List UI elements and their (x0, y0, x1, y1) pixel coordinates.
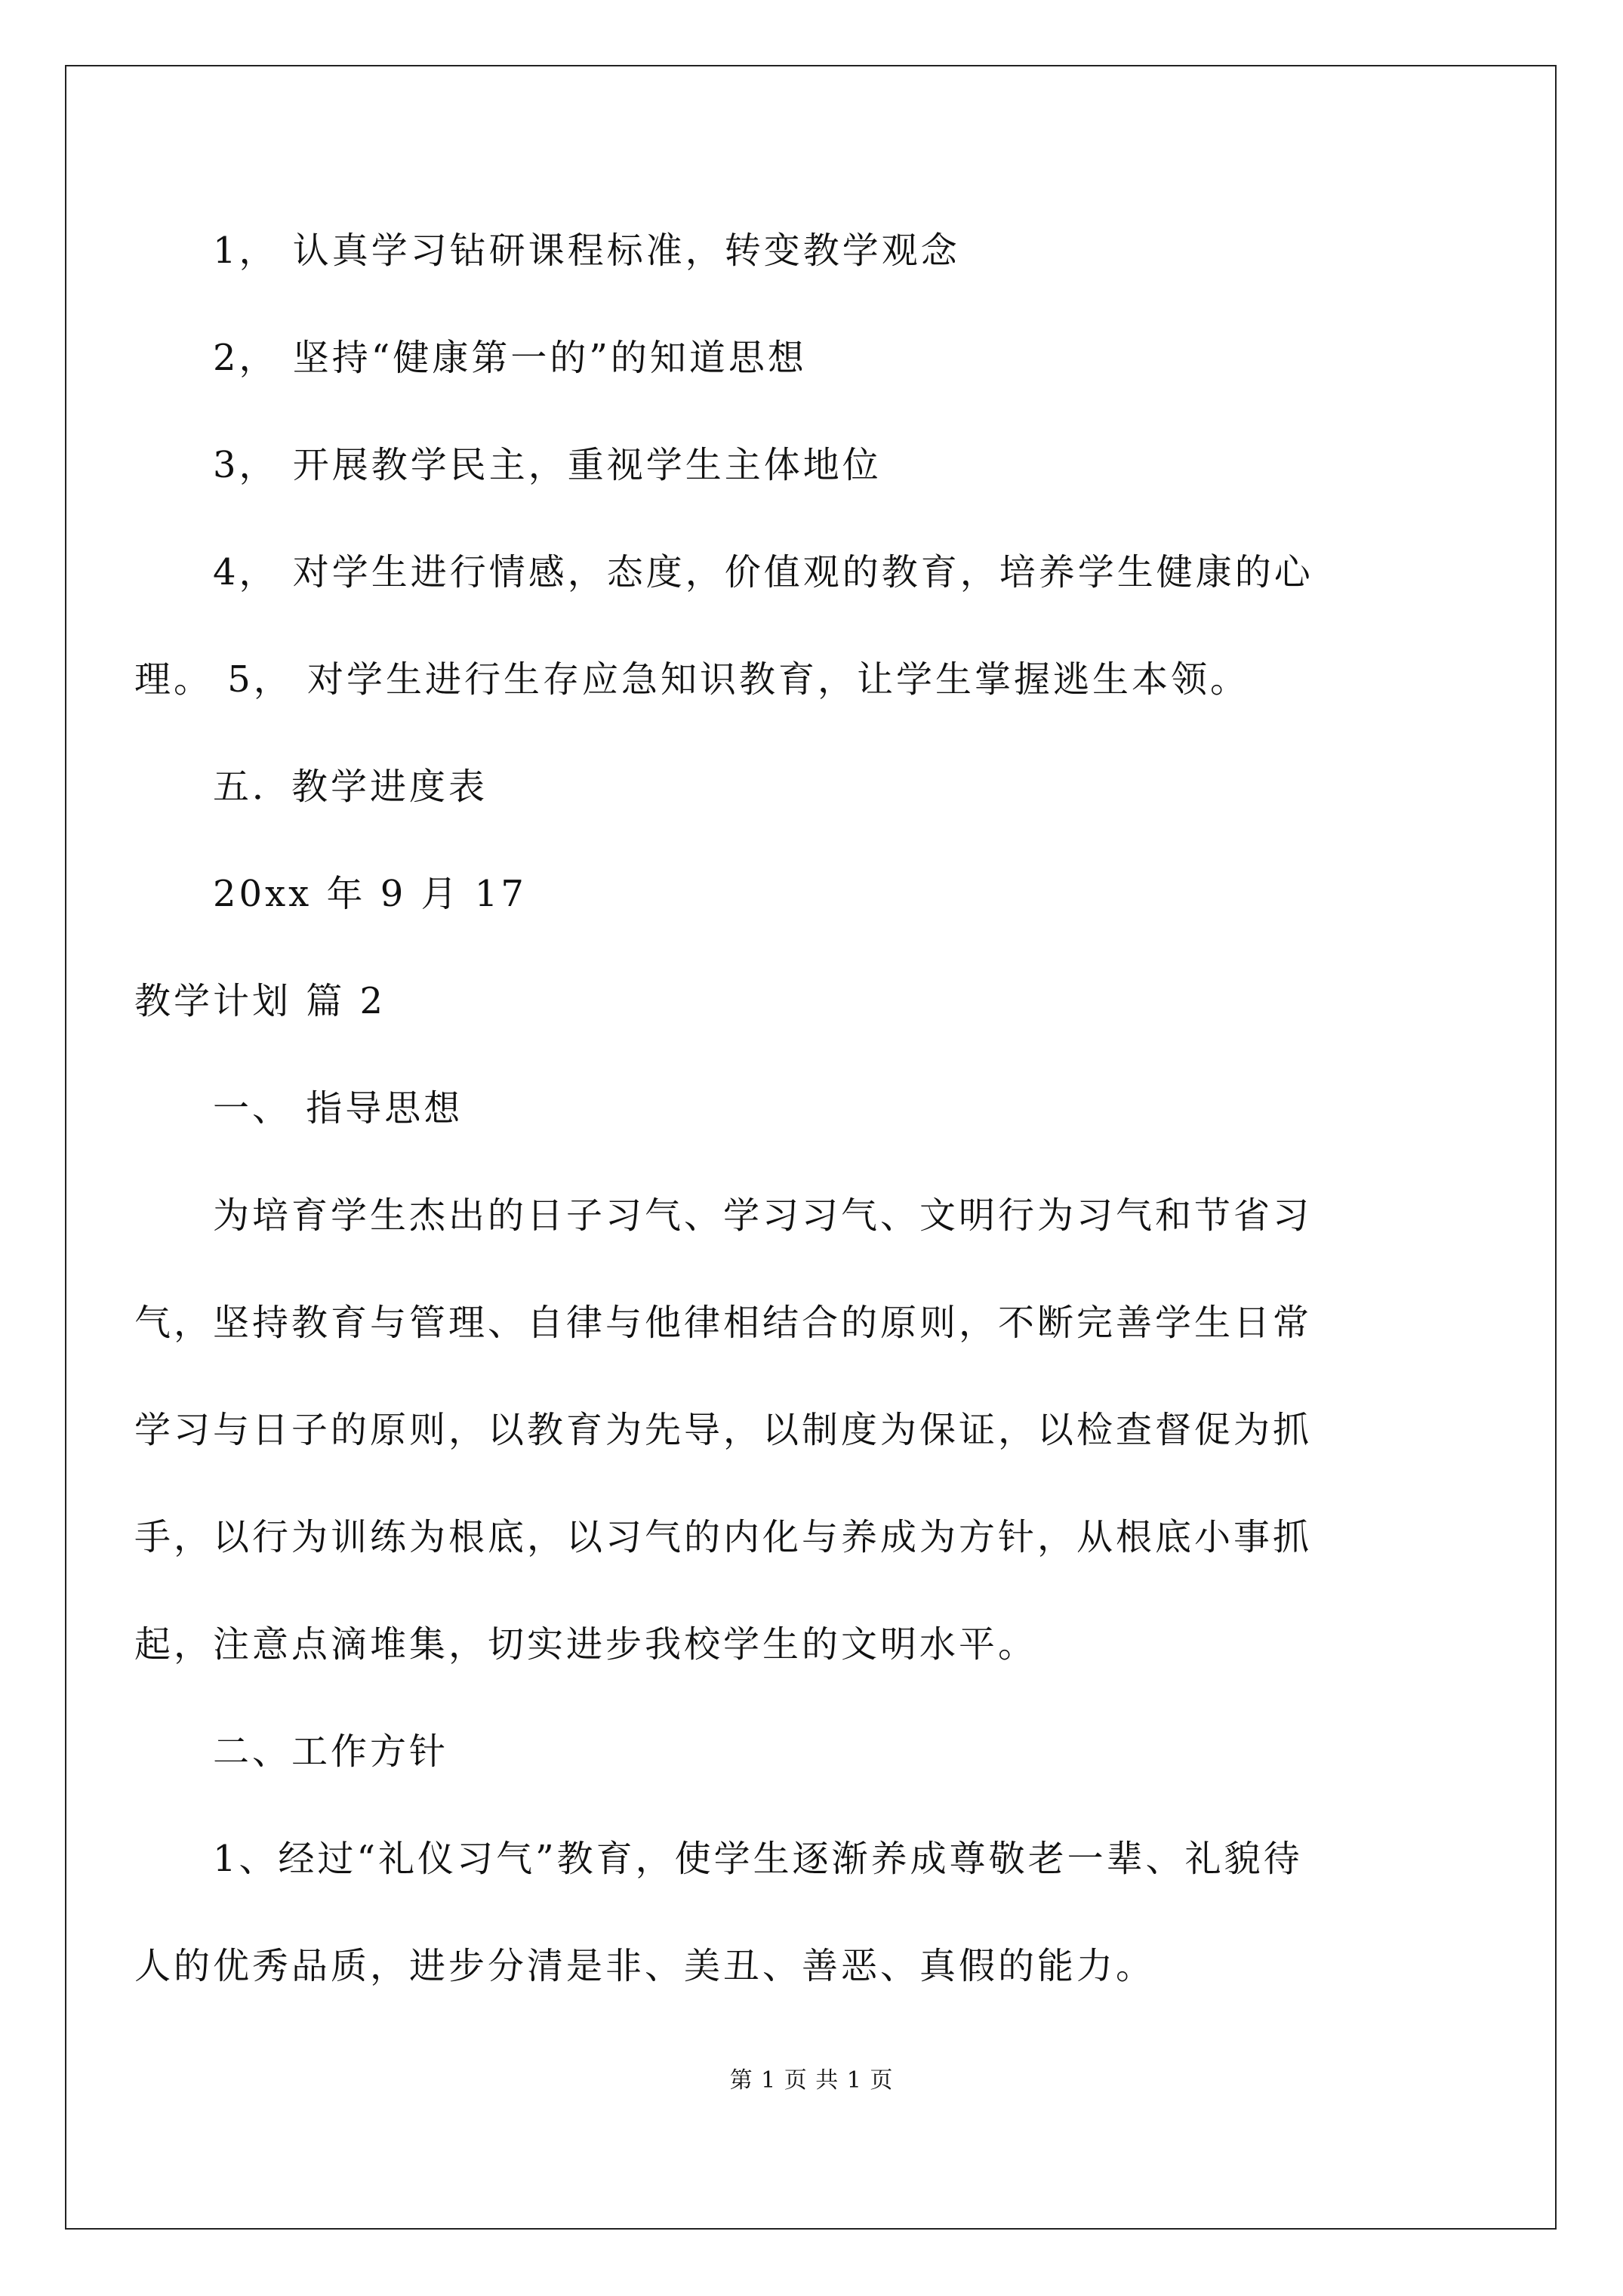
paragraph-line: 人的优秀品质，进步分清是非、美丑、善恶、真假的能力。 (134, 1945, 1156, 1987)
paragraph-line: 理。 5， 对学生进行生存应急知识教育，让学生掌握逃生本领。 (134, 658, 1250, 701)
document-title: 教学计划 篇 2 (134, 980, 387, 1022)
page-border (65, 65, 1557, 2230)
section-heading: 一、 指导思想 (213, 1087, 463, 1130)
date-line: 20xx 年 9 月 17 (213, 873, 527, 915)
section-heading: 五．教学进度表 (213, 766, 488, 808)
paragraph-line: 为培育学生杰出的日子习气、学习习气、文明行为习气和节省习 (213, 1194, 1313, 1237)
paragraph-line: 2， 坚持“健康第一的”的知道思想 (213, 337, 807, 379)
paragraph-line: 学习与日子的原则，以教育为先导，以制度为保证，以检查督促为抓 (134, 1409, 1313, 1451)
paragraph-line: 手，以行为训练为根底，以习气的内化与养成为方针，从根底小事抓 (134, 1516, 1313, 1558)
page-footer: 第 1 页 共 1 页 (729, 2067, 894, 2094)
paragraph-line: 4， 对学生进行情感，态度，价值观的教育，培养学生健康的心 (213, 551, 1313, 593)
paragraph-line: 1、经过“礼仪习气”教育，使学生逐渐养成尊敬老一辈、礼貌待 (213, 1838, 1303, 1880)
paragraph-line: 1， 认真学习钻研课程标准，转变教学观念 (213, 230, 960, 272)
paragraph-line: 气，坚持教育与管理、自律与他律相结合的原则，不断完善学生日常 (134, 1302, 1313, 1344)
paragraph-line: 3， 开展教学民主，重视学生主体地位 (213, 444, 882, 486)
section-heading: 二、工作方针 (213, 1730, 449, 1773)
paragraph-line: 起，注意点滴堆集，切实进步我校学生的文明水平。 (134, 1623, 1038, 1666)
